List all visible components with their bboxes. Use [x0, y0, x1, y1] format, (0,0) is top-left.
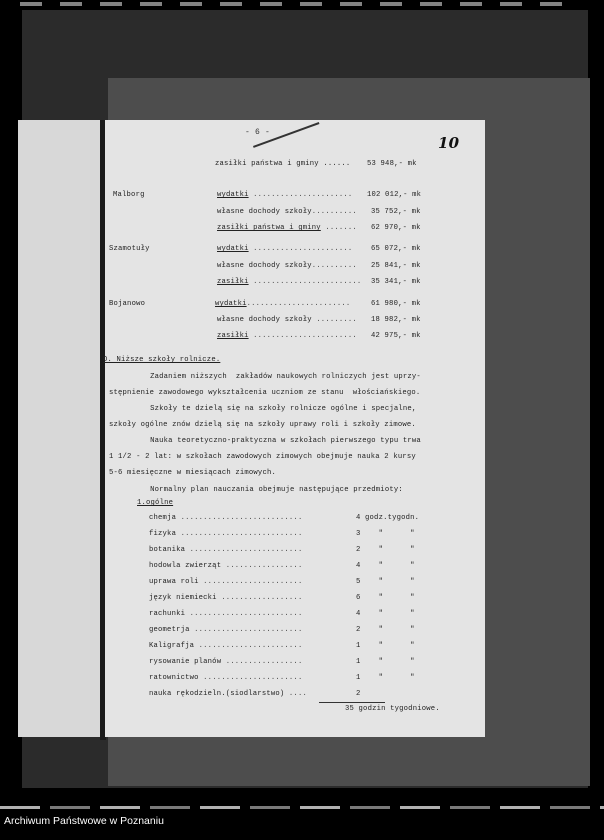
subject-name: hodowla zwierząt	[149, 562, 222, 570]
budget-row-amount: 65 072,- mk	[371, 245, 421, 253]
budget-row	[217, 278, 361, 286]
leader-dots: ..........	[311, 208, 357, 216]
subject-name: fizyka	[149, 530, 177, 538]
subject-hours-unit: godz.tygodn.	[365, 514, 420, 522]
subject-name: botanika	[149, 546, 186, 554]
budget-row-amount: 18 982,- mk	[371, 316, 421, 324]
body-paragraph-line: 1 1/2 - 2 lat: w szkołach zawodowych zimowych obejmuje nauka 2 kursy	[109, 453, 416, 461]
subject-name: ratownictwo	[149, 674, 199, 682]
leader-dots: .......................	[246, 300, 351, 308]
budget-row	[217, 262, 357, 270]
subject-hours	[356, 642, 415, 650]
subject-hours-value: 2	[356, 626, 361, 634]
leader-dots: .........	[311, 316, 357, 324]
subject-hours	[356, 562, 415, 570]
subject-hours	[356, 546, 415, 554]
leader-dots: ..................	[216, 594, 303, 602]
subject-hours-unit: " "	[378, 530, 415, 538]
subject-hours	[356, 594, 415, 602]
subject-row	[149, 658, 302, 666]
budget-row	[217, 224, 357, 232]
subject-row	[149, 514, 302, 522]
body-paragraph-line: Zadaniem niższych zakładów naukowych rolniczych jest uprzy-	[105, 373, 421, 381]
subject-name: geometrja	[149, 626, 190, 634]
budget-town: Szamotuły	[109, 245, 150, 253]
subject-row	[149, 626, 302, 634]
total-hours: 35 godzin tygodniowe.	[345, 705, 440, 713]
adjacent-page-edge	[18, 120, 100, 737]
budget-row-label: wydatki	[217, 245, 249, 253]
subject-hours-unit: " "	[378, 626, 415, 634]
leader-dots: ...........................	[176, 514, 303, 522]
subject-hours	[356, 578, 415, 586]
folio-number: 10	[438, 134, 460, 152]
subject-name: rachunki	[149, 610, 186, 618]
budget-row-label: zasiłki	[217, 278, 249, 286]
subject-hours-unit: " "	[378, 610, 415, 618]
subject-hours-unit: " "	[378, 546, 415, 554]
budget-row-amount: 35 752,- mk	[371, 208, 421, 216]
budget-row-amount: 102 012,- mk	[367, 191, 422, 199]
subject-hours-unit: " "	[378, 674, 415, 682]
leader-dots: ......................	[248, 245, 353, 253]
leader-dots: .......................	[248, 332, 357, 340]
subject-hours-value: 1	[356, 674, 361, 682]
subject-row	[149, 610, 302, 618]
subject-hours-value: 2	[356, 690, 361, 698]
budget-row-label: własne dochody szkoły	[217, 208, 312, 216]
body-paragraph-line: szkoły ogólne znów dzielą się na szkoły uprawy roli i szkoły zimowe.	[109, 421, 416, 429]
leader-dots: ......................	[198, 578, 303, 586]
subject-hours-value: 6	[356, 594, 361, 602]
leader-dots: ......................	[248, 191, 353, 199]
subject-hours-value: 4	[356, 562, 361, 570]
subject-row	[149, 546, 302, 554]
subject-hours-value: 4	[356, 610, 361, 618]
leader-dots: ..........	[311, 262, 357, 270]
total-sum-rule	[319, 702, 385, 703]
section-heading: D. Niższe szkoły rolnicze.	[103, 356, 221, 364]
body-paragraph-line: Nauka teoretyczno-praktyczna w szkołach pierwszego typu trwa	[105, 437, 421, 445]
budget-row	[217, 191, 352, 199]
film-edge-top	[20, 2, 580, 6]
leader-dots: ....	[284, 690, 307, 698]
budget-row	[217, 332, 357, 340]
leader-dots: .................	[221, 562, 303, 570]
subject-name: nauka rękodzieln.(siodlarstwo)	[149, 690, 285, 698]
budget-row	[217, 208, 357, 216]
budget-row-label: wydatki	[217, 191, 249, 199]
budget-row-label: własne dochody szkoły	[217, 316, 312, 324]
subject-hours-unit: " "	[378, 562, 415, 570]
budget-carryover-amount: 53 948,- mk	[367, 160, 417, 168]
budget-row-amount: 35 341,- mk	[371, 278, 421, 286]
leader-dots: ......................	[198, 674, 303, 682]
subject-hours	[356, 530, 415, 538]
budget-row-amount: 61 980,- mk	[371, 300, 421, 308]
body-paragraph-line: stępnienie zawodowego wykształcenia uczniom ze stanu włościańskiego.	[109, 389, 421, 397]
subject-row	[149, 674, 302, 682]
page-number: - 6 -	[245, 128, 271, 137]
subject-hours-value: 3	[356, 530, 361, 538]
leader-dots: .........................	[185, 610, 303, 618]
subject-name: rysowanie planów	[149, 658, 222, 666]
budget-row	[217, 245, 352, 253]
body-paragraph-line: Szkoły te dzielą się na szkoły rolnicze ogólne i specjalne,	[105, 405, 417, 413]
subject-hours	[356, 690, 361, 698]
subject-hours-value: 4	[356, 514, 361, 522]
budget-row-label: własne dochody szkoły	[217, 262, 312, 270]
subject-row	[149, 690, 307, 698]
subject-hours-value: 1	[356, 642, 361, 650]
budget-carryover-label: zasiłki państwa i gminy ......	[215, 160, 351, 168]
budget-row-label: zasiłki	[217, 332, 249, 340]
leader-dots: ........................	[248, 278, 362, 286]
subject-hours-unit: " "	[378, 594, 415, 602]
subject-row	[149, 530, 302, 538]
subject-hours	[356, 658, 415, 666]
budget-row-label: zasiłki państwa i gminy	[217, 224, 321, 232]
subject-hours	[356, 514, 419, 522]
subject-list-heading: 1.ogólne	[137, 499, 174, 507]
subject-hours-value: 5	[356, 578, 361, 586]
subject-hours-unit: " "	[378, 578, 415, 586]
subject-row	[149, 642, 302, 650]
archive-caption: Archiwum Państwowe w Poznaniu	[4, 815, 164, 827]
subject-row	[149, 578, 302, 586]
subject-name: Kaligrafja	[149, 642, 195, 650]
subject-hours-unit: " "	[378, 642, 415, 650]
subject-name: uprawa roli	[149, 578, 199, 586]
budget-row-amount: 62 970,- mk	[371, 224, 421, 232]
budget-town: Bojanowo	[109, 300, 146, 308]
document-page	[105, 120, 485, 737]
body-paragraph-line: Normalny plan nauczania obejmuje następujące przedmioty:	[105, 486, 403, 494]
budget-row	[217, 316, 357, 324]
subject-row	[149, 594, 302, 602]
body-paragraph-line: 5-6 miesięczne w miesiącach zimowych.	[109, 469, 276, 477]
leader-dots: ........................	[189, 626, 303, 634]
leader-dots: ...........................	[176, 530, 303, 538]
subject-hours-value: 1	[356, 658, 361, 666]
subject-name: chemja	[149, 514, 177, 522]
budget-town: Malborg	[113, 191, 145, 199]
subject-hours	[356, 610, 415, 618]
leader-dots: .................	[221, 658, 303, 666]
budget-row-label: wydatki	[215, 300, 247, 308]
subject-hours-unit: " "	[378, 658, 415, 666]
budget-row	[215, 300, 350, 308]
subject-hours	[356, 626, 415, 634]
subject-hours	[356, 674, 415, 682]
leader-dots: .......................	[194, 642, 303, 650]
leader-dots: .......	[320, 224, 357, 232]
subject-hours-value: 2	[356, 546, 361, 554]
budget-row-amount: 42 975,- mk	[371, 332, 421, 340]
subject-name: język niemiecki	[149, 594, 217, 602]
leader-dots: .........................	[185, 546, 303, 554]
film-edge-bottom	[0, 806, 604, 809]
budget-row-amount: 25 841,- mk	[371, 262, 421, 270]
subject-row	[149, 562, 302, 570]
